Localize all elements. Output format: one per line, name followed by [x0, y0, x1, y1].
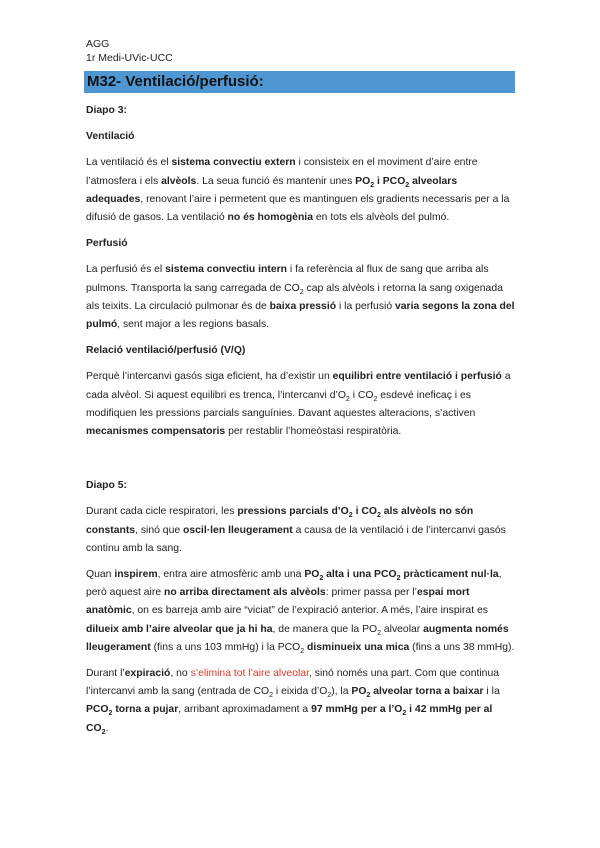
paragraph-diapo5-1: Durant cada cicle respiratori, les pressions parcials $d’O_2$ i $CO_2$ als alvèols no són constants, sinó que oscil·len lleugerament a causa de la ventilació i de l’intercanvi gasós continu amb la sang.: [86, 506, 506, 554]
paragraph-ventilacio: La ventilació és el sistema convectiu extern i consisteix en el moviment d’aire entre l’atmosfera i els alvèols. La seua funció és mantenir unes $PO_2$ i $PCO_2$ alveolars adequades, renovant l’aire i permetent que es mantinguen els gradients necessaris per a la difusió de gasos. La ventilació no és homogènia en tots els alvèols del pulmó.: [86, 157, 510, 224]
paragraph-perfusio: La perfusió és el sistema convectiu intern i fa referència al flux de sang que arriba als pulmons. Transporta la sang carregada de $CO_2$ cap als alvèols i retorna la sang oxigenada als teixits. La circulació pulmonar és de baixa pressió i la perfusió varia segons la zona del pulmó, sent major a les regions basals.: [86, 264, 515, 331]
paragraph-diapo5-2: Quan inspirem, entra aire atmosfèric amb una $PO_2$ alta i una $PCO_2$ pràcticament nul·la, però aquest aire no arriba directament als alvèols: primer passa per l’espai mort anatòmic, on es barreja amb aire “viciat” de l’expiració anterior. A més, l’aire inspirat es dilueix amb l’aire alveolar que ja hi ha, de manera que la $PO_2$ alveolar augmenta només lleugerament (fins a uns 103 mmHg) i la $PCO_2$ disminueix una mica (fins a uns 38 mmHg).: [86, 569, 515, 655]
heading-relacio: Relació ventilació/perfusió (V/Q): [86, 345, 246, 357]
page-title: M32- Ventilació/perfusió:: [87, 73, 264, 90]
document-body: [86, 102, 516, 738]
page-header: [86, 37, 173, 65]
highlighted-text: s’elimina tot l’aire alveolar: [190, 668, 309, 680]
paragraph-relacio: Perquè l’intercanvi gasós siga eficient, ha d’existir un equilibri entre ventilació i perfusió a cada alvèol. Si aquest equilibri es trenca, l’intercanvi $d’O_2$ i $CO_2$ esdevé ineficaç i es modifiquen les pressions parcials sanguínies. Davant aquestes alteracions, s’activen mecanismes compensatoris per restablir l’homeòstasi respiratòria.: [86, 371, 511, 438]
section-diapo5-label: Diapo 5:: [86, 480, 127, 492]
title-bar: [84, 71, 515, 93]
heading-ventilacio: Ventilació: [86, 131, 135, 143]
paragraph-diapo5-3: Durant l’expiració, no s’elimina tot l’aire alveolar, sinó només una part. Com que continua l’intercanvi amb la sang (entrada de $CO_2$ i eixida $d’O_2$), la $PO_2$ alveolar torna a baixar i la $PCO_2$ torna a pujar, arribant aproximadament a 97 mmHg per a $l’O_2$ i 42 mmHg per al $CO_2$.: [86, 668, 500, 736]
heading-perfusio: Perfusió: [86, 238, 128, 250]
header-course: 1r Medi-UVic-UCC: [86, 52, 173, 64]
header-author: AGG: [86, 38, 110, 50]
section-diapo3-label: Diapo 3:: [86, 105, 127, 116]
